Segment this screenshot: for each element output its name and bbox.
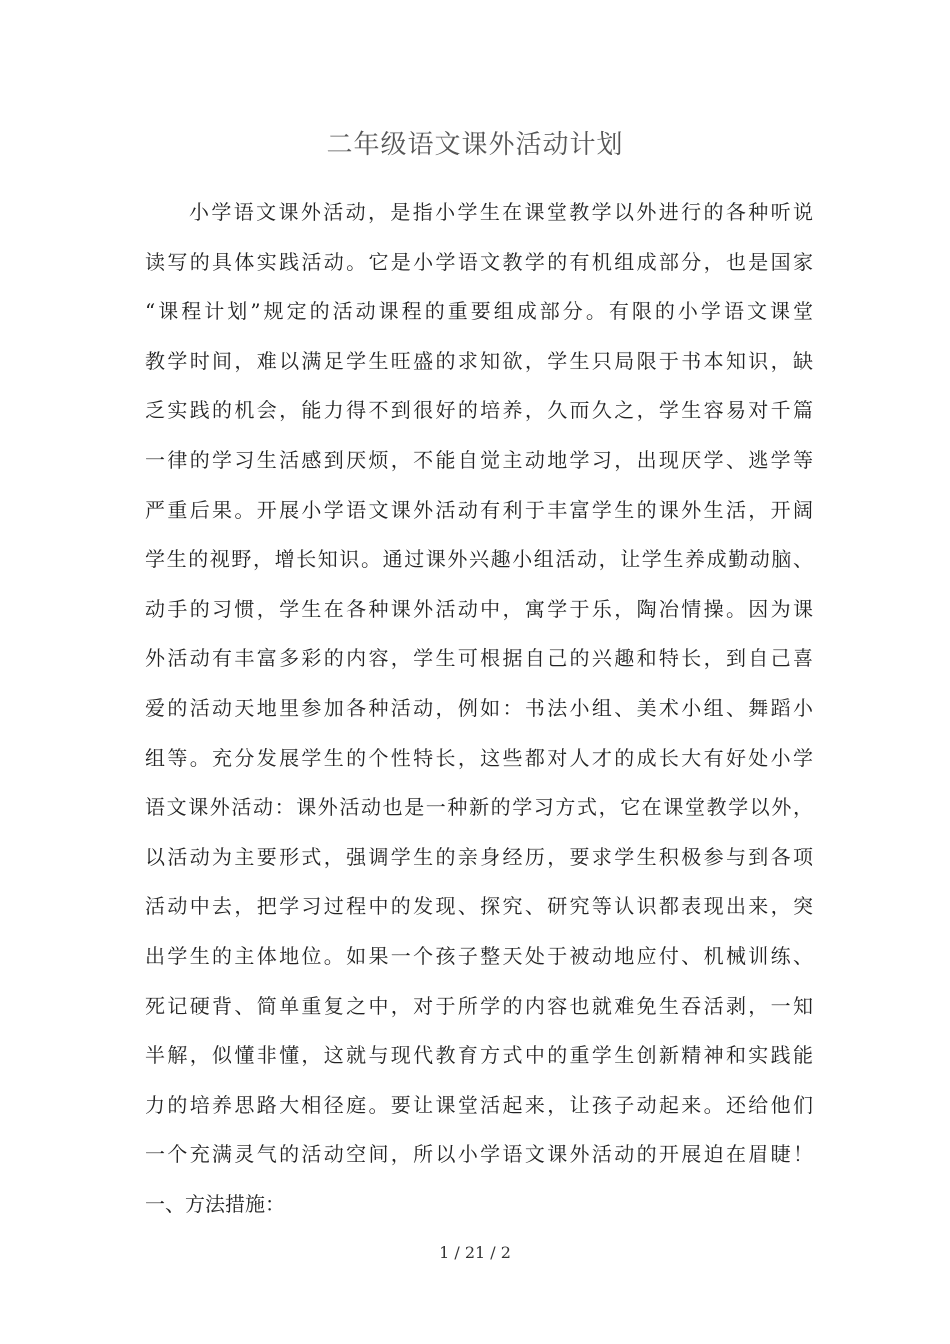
page-title: 二年级语文课外活动计划 xyxy=(326,130,624,160)
paragraph-line: 组等。充分发展学生的个性特长，这些都对人才的成长大有好处小学 xyxy=(145,745,813,770)
paragraph-line: 外活动有丰富多彩的内容，学生可根据自己的兴趣和特长，到自己喜 xyxy=(145,646,813,671)
paragraph-line: 死记硬背、简单重复之中，对于所学的内容也就难免生吞活剥，一知 xyxy=(145,993,813,1018)
paragraph-line: 读写的具体实践活动。它是小学语文教学的有机组成部分，也是国家 xyxy=(145,249,813,274)
paragraph-line: 学生的视野，增长知识。通过课外兴趣小组活动，让学生养成勤动脑、 xyxy=(145,547,813,572)
paragraph-line: 力的培养思路大相径庭。要让课堂活起来，让孩子动起来。还给他们 xyxy=(145,1092,813,1117)
paragraph-line: 动手的习惯，学生在各种课外活动中，寓学于乐，陶冶情操。因为课 xyxy=(145,596,813,621)
page-number: 1 / 21 / 2 xyxy=(439,1243,511,1262)
paragraph-line: 小学语文课外活动，是指小学生在课堂教学以外进行的各种听说 xyxy=(189,200,813,224)
paragraph-line: 教学时间，难以满足学生旺盛的求知欲，学生只局限于书本知识，缺 xyxy=(145,348,813,373)
paragraph-line: 以活动为主要形式，强调学生的亲身经历，要求学生积极参与到各项 xyxy=(145,844,813,869)
paragraph-line: 乏实践的机会，能力得不到很好的培养，久而久之，学生容易对千篇 xyxy=(145,398,813,423)
paragraph-line: 半解，似懂非懂，这就与现代教育方式中的重学生创新精神和实践能 xyxy=(145,1043,813,1068)
paragraph-line: 爱的活动天地里参加各种活动，例如：书法小组、美术小组、舞蹈小 xyxy=(145,695,813,720)
body-text xyxy=(145,188,813,1229)
paragraph-line: 出学生的主体地位。如果一个孩子整天处于被动地应付、机械训练、 xyxy=(145,943,813,968)
paragraph-line: 一个充满灵气的活动空间，所以小学语文课外活动的开展迫在眉睫！ xyxy=(145,1142,813,1167)
paragraph-line: “课程计划”规定的活动课程的重要组成部分。有限的小学语文课堂 xyxy=(145,299,813,324)
paragraph-line: 严重后果。开展小学语文课外活动有利于丰富学生的课外生活，开阔 xyxy=(145,497,813,522)
paragraph-line: 一律的学习生活感到厌烦，不能自觉主动地学习，出现厌学、逃学等 xyxy=(145,447,813,472)
paragraph-line: 活动中去，把学习过程中的发现、探究、研究等认识都表现出来，突 xyxy=(145,894,813,919)
paragraph-line: 语文课外活动：课外活动也是一种新的学习方式，它在课堂教学以外， xyxy=(145,795,813,820)
section-heading: 一、方法措施： xyxy=(145,1191,285,1216)
